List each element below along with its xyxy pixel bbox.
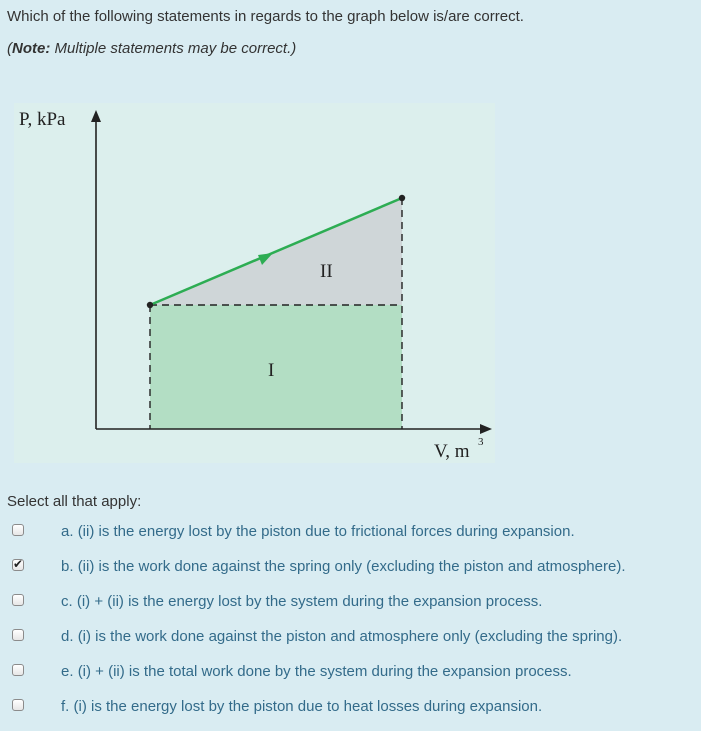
option-c-label[interactable]: [61, 593, 542, 610]
options-list: [0, 515, 701, 725]
option-f-label[interactable]: [61, 698, 542, 715]
option-b-letter: b.: [61, 558, 74, 575]
option-b-checkbox[interactable]: [12, 559, 24, 571]
pv-diagram: [14, 103, 495, 463]
option-a-letter: a.: [61, 523, 74, 540]
option-d-checkbox[interactable]: [12, 629, 24, 641]
end-point: [399, 195, 405, 201]
x-axis-label: V, m: [434, 441, 470, 462]
option-f[interactable]: [0, 690, 701, 725]
note-text: Multiple statements may be correct.: [50, 40, 292, 57]
region-i: [150, 305, 402, 429]
option-a[interactable]: [0, 515, 701, 550]
option-e-letter: e.: [61, 663, 74, 680]
option-d-text: (i) is the work done against the piston and atmosphere only (excluding the spring).: [77, 628, 623, 645]
note-open: (: [7, 40, 12, 57]
option-e-checkbox[interactable]: [12, 664, 24, 676]
option-d[interactable]: [0, 620, 701, 655]
option-b-text: (ii) is the work done against the spring only (excluding the piston and atmosphere).: [77, 558, 626, 575]
option-a-checkbox[interactable]: [12, 524, 24, 536]
pv-diagram-svg: [14, 103, 495, 463]
option-c[interactable]: [0, 585, 701, 620]
option-e-label[interactable]: [61, 663, 572, 680]
option-e[interactable]: [0, 655, 701, 690]
option-d-label[interactable]: [61, 628, 622, 645]
note-label: Note:: [12, 40, 51, 57]
region-ii-label: II: [320, 261, 333, 282]
option-c-text: (i) + (ii) is the energy lost by the system during the expansion process.: [76, 593, 543, 610]
y-axis-label: P, kPa: [19, 109, 66, 130]
region-i-label: I: [268, 360, 275, 381]
start-point: [147, 302, 153, 308]
note-close: ): [291, 40, 297, 57]
option-a-text: (ii) is the energy lost by the piston due to frictional forces during expansion.: [77, 523, 575, 540]
option-f-checkbox[interactable]: [12, 699, 24, 711]
checkmark-icon: ✔: [13, 557, 24, 571]
option-c-checkbox[interactable]: [12, 594, 24, 606]
option-e-text: (i) + (ii) is the total work done by the system during the expansion process.: [77, 663, 572, 680]
select-all-label: Select all that apply:: [7, 493, 142, 510]
option-f-text: (i) is the energy lost by the piston due to heat losses during expansion.: [73, 698, 543, 715]
option-d-letter: d.: [61, 628, 74, 645]
option-b[interactable]: [0, 550, 701, 585]
x-axis-superscript: 3: [478, 436, 484, 448]
option-b-label[interactable]: [61, 558, 626, 575]
question-text: Which of the following statements in regards to the graph below is/are correct.: [7, 8, 524, 25]
option-f-letter: f.: [61, 698, 70, 715]
option-a-label[interactable]: [61, 523, 575, 540]
question-note: [7, 40, 296, 57]
option-c-letter: c.: [61, 593, 73, 610]
